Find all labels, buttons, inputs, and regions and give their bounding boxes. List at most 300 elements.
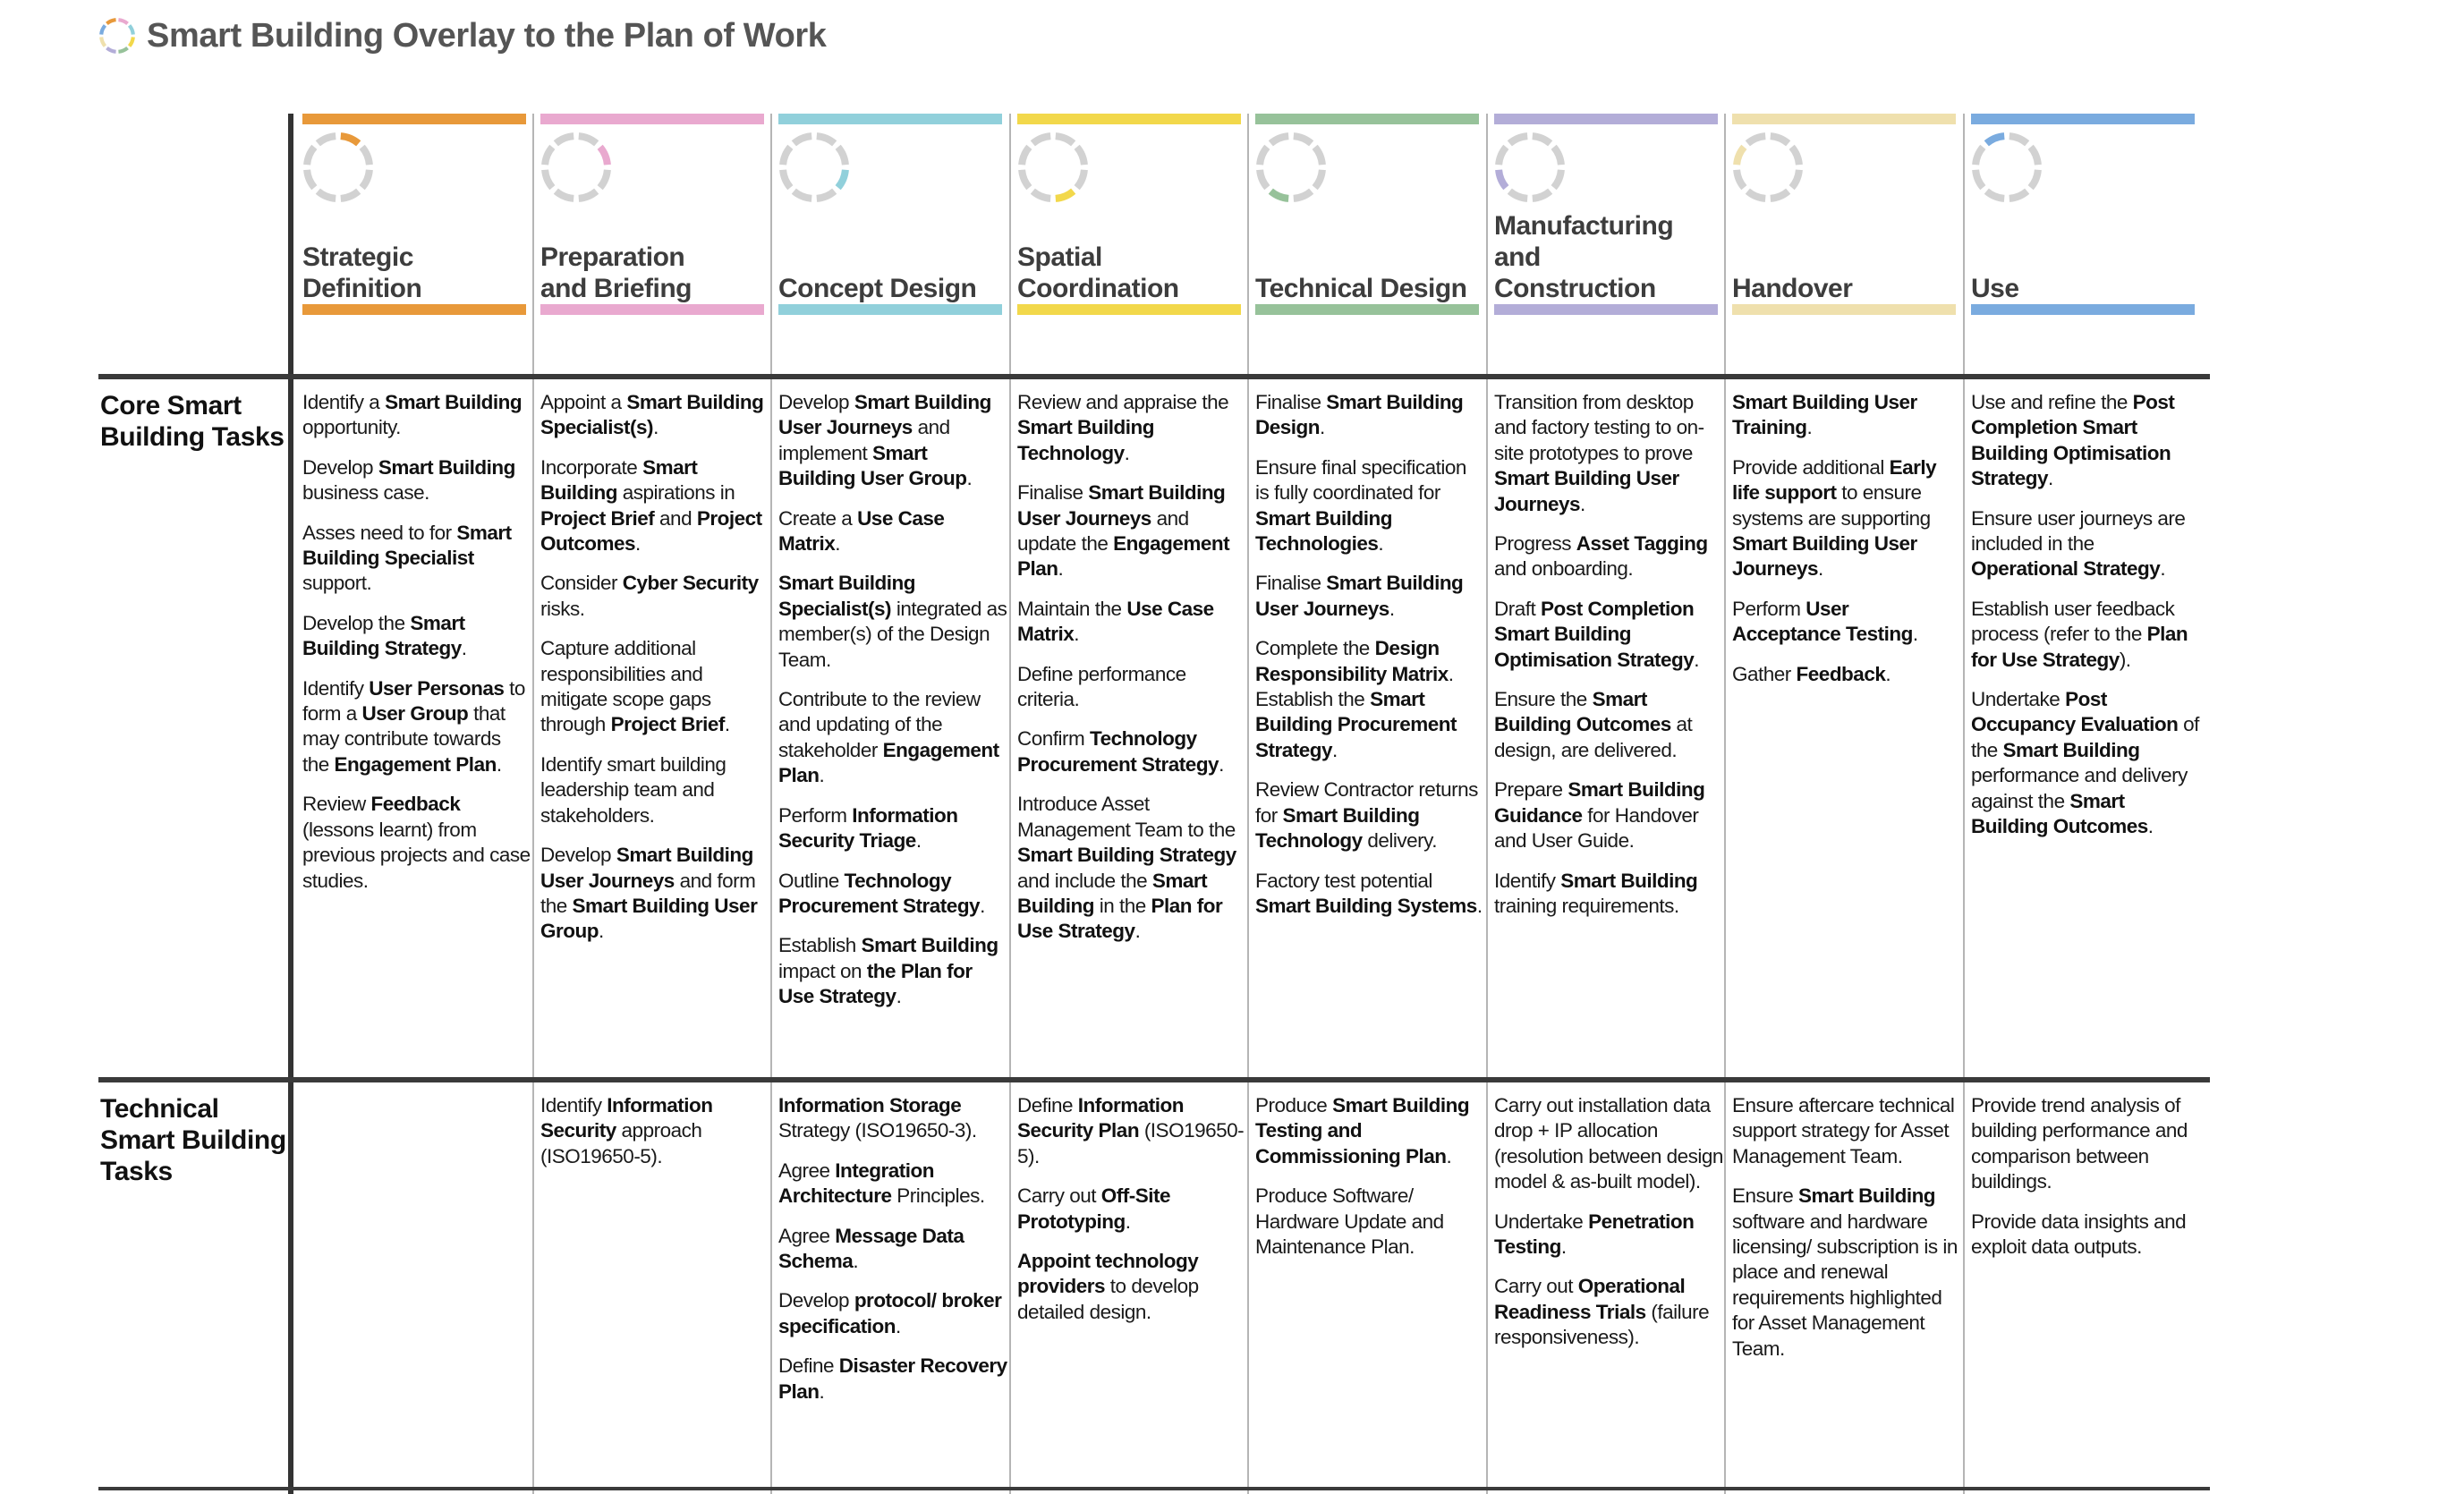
task-term: Procurement Strategy xyxy=(778,894,981,917)
stage-ring-preparation-icon xyxy=(540,132,612,203)
ring-segment xyxy=(556,136,574,143)
ring-segment xyxy=(341,136,359,143)
task-term: Specialist(s) xyxy=(778,597,892,620)
task-text: (ISO19650-5). xyxy=(1017,1119,1245,1167)
page-title: Smart Building Overlay to the Plan of Work xyxy=(147,16,827,55)
ring-segment xyxy=(1077,170,1084,188)
ring-segment xyxy=(106,20,115,23)
task-text: . xyxy=(496,752,502,776)
ring-segment xyxy=(1022,147,1029,165)
task-item xyxy=(1017,1093,1246,1169)
core-cell-use xyxy=(1971,390,2200,854)
ring-segment xyxy=(101,25,105,34)
stage-label-line: Coordination xyxy=(1017,274,1179,303)
task-term: Smart Building xyxy=(1494,623,1632,646)
task-text: Develop xyxy=(302,455,378,479)
task-item xyxy=(1017,390,1246,466)
task-text: Ensure the xyxy=(1494,688,1593,711)
task-item xyxy=(1017,480,1246,582)
task-text: Identify xyxy=(540,1094,608,1116)
task-text: training requirements. xyxy=(1494,894,1679,917)
task-term: Group xyxy=(540,920,599,943)
ring-segment xyxy=(838,170,845,188)
stage-label xyxy=(1971,238,2195,304)
task-text: aspirations in xyxy=(616,481,735,505)
ring-segment xyxy=(1737,170,1744,188)
task-item xyxy=(778,933,1007,1009)
stage-color-bar-top xyxy=(778,114,1002,124)
task-text: . xyxy=(635,532,641,556)
ring-segment xyxy=(318,136,336,143)
task-term: Cyber Security xyxy=(622,572,759,595)
task-text: Factory test potential xyxy=(1255,869,1432,892)
task-term: Post xyxy=(2065,688,2107,711)
technical-cell-spatial xyxy=(1017,1093,1246,1339)
ring-segment xyxy=(1986,191,2004,199)
task-term: Asset Tagging xyxy=(1576,532,1708,556)
task-text: . xyxy=(1806,416,1813,439)
stage-label xyxy=(302,238,526,304)
stage-label xyxy=(1494,211,1718,304)
row-divider-bottom xyxy=(98,1487,2210,1490)
task-text: Provide trend analysis of building performance and comparison between buildings. xyxy=(1971,1094,2188,1193)
task-text: Develop xyxy=(778,391,854,413)
task-term: Engagement Plan xyxy=(334,752,497,776)
task-text: . xyxy=(915,829,922,853)
stage-header-strategic xyxy=(302,114,526,328)
task-term: Smart Building xyxy=(1255,506,1393,530)
task-item xyxy=(302,792,531,894)
task-term: Strategy xyxy=(1971,467,2049,490)
stage-label-line: Strategic xyxy=(302,242,413,272)
task-term: User Personas xyxy=(369,676,505,700)
task-text: . xyxy=(2048,467,2053,490)
task-item xyxy=(1255,390,1484,441)
ring-segment xyxy=(1294,191,1312,199)
task-text: in the xyxy=(1093,894,1151,917)
task-item xyxy=(778,803,1007,854)
task-text: . xyxy=(1332,738,1338,761)
task-text: Contribute to the review and updating of the stakeholder xyxy=(778,688,981,761)
task-text: Ensure final specification is fully coordinated for xyxy=(1255,455,1466,505)
stage-label xyxy=(778,238,1002,304)
task-item xyxy=(1971,597,2200,673)
stage-label xyxy=(1255,238,1479,304)
stage-color-bar-bottom xyxy=(778,304,1002,315)
task-term: Smart Building xyxy=(378,455,515,479)
task-term: the Plan for xyxy=(866,959,973,982)
core-cell-spatial xyxy=(1017,390,1246,959)
task-term: Smart Building xyxy=(1017,844,1155,867)
task-term: Journeys xyxy=(1494,492,1581,515)
task-text: ). xyxy=(2119,648,2131,671)
task-term: Post xyxy=(2132,391,2175,413)
task-text: . xyxy=(1074,623,1080,646)
stage-label xyxy=(540,238,764,304)
task-term: Smart xyxy=(872,441,928,464)
task-term: Smart Building xyxy=(616,844,753,867)
task-term: Smart xyxy=(1370,688,1425,711)
task-text: to ensure systems are supporting xyxy=(1732,481,1931,530)
task-text: and form the xyxy=(540,869,756,917)
task-text: . xyxy=(1818,557,1823,581)
task-term: Smart Building User xyxy=(572,894,758,917)
technical-cell-technical xyxy=(1255,1093,1484,1274)
task-term: Information xyxy=(1077,1094,1185,1116)
task-text: . xyxy=(2160,557,2166,581)
ring-segment xyxy=(838,147,845,165)
task-item xyxy=(540,571,769,622)
task-term: User Group xyxy=(361,702,469,726)
task-term: Plan for Use Strategy xyxy=(1017,894,1223,943)
technical-cell-handover xyxy=(1732,1093,1961,1376)
task-term: Operational xyxy=(1577,1275,1686,1298)
task-term: User Journeys xyxy=(1017,506,1151,530)
stage-label-line: Construction xyxy=(1494,274,1656,303)
task-text: . xyxy=(1580,492,1585,515)
task-item xyxy=(1255,455,1484,557)
task-item xyxy=(778,571,1007,673)
task-text: Appoint a xyxy=(540,391,627,413)
task-term: Technology xyxy=(844,869,952,892)
stage-ring-handover-icon xyxy=(1732,132,1804,203)
task-item xyxy=(1017,726,1246,777)
task-text: Define xyxy=(1017,1094,1078,1116)
task-text: Perform xyxy=(1732,597,1806,620)
stage-color-bar-bottom xyxy=(1255,304,1479,315)
stage-label xyxy=(1732,238,1956,304)
ring-segment xyxy=(1077,147,1084,165)
task-text: Create a xyxy=(778,506,858,530)
task-term: Use Strategy xyxy=(778,985,896,1008)
task-text: Provide additional xyxy=(1732,455,1890,479)
ring-segment xyxy=(1270,136,1288,143)
task-term: life support xyxy=(1732,481,1837,505)
task-term: Training xyxy=(1732,416,1807,439)
stage-ring-technical-icon xyxy=(1255,132,1327,203)
task-term: Design xyxy=(1255,416,1321,439)
task-item xyxy=(1494,531,1723,582)
ring-segment xyxy=(2009,136,2027,143)
task-text: Maintain the xyxy=(1017,597,1127,620)
stage-header-handover xyxy=(1732,114,1956,328)
task-text: and include the xyxy=(1017,869,1152,892)
task-term: Smart Building Systems xyxy=(1255,894,1477,917)
ring-segment xyxy=(1747,136,1765,143)
ring-logo-icon xyxy=(98,17,136,55)
ring-segment xyxy=(1554,170,1561,188)
grid-column-divider xyxy=(1247,114,1249,1494)
ring-segment xyxy=(1032,191,1050,199)
task-text: Identify smart building leadership team and stakeholders. xyxy=(540,752,726,827)
ring-segment xyxy=(1499,170,1506,188)
stage-label-line: and Briefing xyxy=(540,274,692,303)
task-text: impact on xyxy=(778,959,867,982)
task-text: Undertake xyxy=(1971,688,2066,711)
task-term: Completion Smart xyxy=(1971,416,2137,439)
ring-segment xyxy=(817,191,835,199)
task-term: Outcomes xyxy=(2052,815,2148,838)
task-text: . xyxy=(1134,920,1141,943)
stage-header-concept xyxy=(778,114,1002,328)
task-item xyxy=(778,1354,1007,1405)
task-item xyxy=(778,1224,1007,1275)
task-text: approach (ISO19650-5). xyxy=(540,1119,702,1167)
task-text: Review Contractor returns for xyxy=(1255,778,1478,827)
task-text: . xyxy=(724,713,730,736)
ring-segment xyxy=(1260,170,1267,188)
ring-segment xyxy=(118,20,127,23)
task-item xyxy=(1971,390,2200,492)
task-text: Establish xyxy=(778,934,862,957)
task-term: Penetration xyxy=(1588,1210,1695,1233)
task-item xyxy=(1971,506,2200,582)
task-term: Design xyxy=(1374,637,1440,660)
ring-segment xyxy=(556,191,574,199)
task-term: Building Optimisation xyxy=(1971,441,2171,464)
task-text: Gather xyxy=(1732,662,1797,685)
ring-segment xyxy=(1737,147,1744,165)
task-term: Plan xyxy=(1017,557,1058,581)
task-term: User xyxy=(1806,597,1849,620)
task-term: Project xyxy=(696,506,762,530)
grid-left-rule xyxy=(288,114,293,1494)
ring-segment xyxy=(1771,191,1789,199)
task-term: Security Triage xyxy=(778,829,916,853)
stage-color-bar-top xyxy=(540,114,764,124)
task-text: Strategy (ISO19650-3). xyxy=(778,1119,977,1142)
stage-header-use xyxy=(1971,114,2195,328)
task-item xyxy=(1255,1184,1484,1260)
task-term: Building User Group xyxy=(778,467,967,490)
task-text: . xyxy=(835,532,841,556)
core-cell-strategic xyxy=(302,390,531,908)
task-text: Transition from desktop and factory testing to on-site prototypes to prove xyxy=(1494,391,1704,464)
ring-segment xyxy=(794,136,811,143)
stage-label-line: Preparation xyxy=(540,242,685,272)
task-text: . xyxy=(896,1314,901,1337)
task-text: Review and appraise the xyxy=(1017,391,1229,413)
task-text: . xyxy=(1219,752,1224,776)
task-term: User Journeys xyxy=(1255,597,1389,620)
task-term: Smart xyxy=(626,391,682,413)
task-term: Smart Building xyxy=(1568,778,1705,802)
task-term: Smart xyxy=(410,611,465,634)
task-item xyxy=(1255,869,1484,920)
task-term: Building Procurement xyxy=(1255,713,1457,736)
task-item xyxy=(540,636,769,738)
task-item xyxy=(540,843,769,945)
task-text: Complete the xyxy=(1255,637,1375,660)
task-text: Develop xyxy=(540,844,616,867)
task-item xyxy=(1494,1210,1723,1261)
stage-color-bar-top xyxy=(1017,114,1241,124)
task-term: Smart xyxy=(642,455,698,479)
task-text: Confirm xyxy=(1017,727,1091,751)
task-term: Off-Site xyxy=(1100,1184,1171,1208)
task-term: Smart Building xyxy=(1017,869,1208,917)
stage-color-bar-bottom xyxy=(1494,304,1718,315)
technical-cell-manufacturing xyxy=(1494,1093,1723,1365)
ring-segment xyxy=(2009,191,2027,199)
ring-segment xyxy=(783,170,790,188)
task-text: Develop xyxy=(778,1289,854,1312)
ring-segment xyxy=(1270,191,1288,199)
task-item xyxy=(1255,1093,1484,1169)
task-text: . xyxy=(966,467,973,490)
ring-segment xyxy=(1747,191,1765,199)
task-item xyxy=(302,611,531,662)
task-text: Agree xyxy=(778,1159,836,1182)
task-text: . xyxy=(853,1250,859,1273)
task-text: . xyxy=(1446,1144,1452,1167)
task-text: to form a xyxy=(302,676,525,726)
task-text: Perform xyxy=(778,803,853,827)
task-item xyxy=(778,869,1007,920)
task-item xyxy=(302,390,531,441)
task-term: protocol/ xyxy=(854,1289,937,1312)
task-text: . xyxy=(461,637,467,660)
task-text: Outline xyxy=(778,869,845,892)
task-text: opportunity. xyxy=(302,416,401,439)
ring-segment xyxy=(600,147,608,165)
task-term: Smart xyxy=(1592,688,1647,711)
task-item xyxy=(1494,687,1723,763)
task-text: Finalise xyxy=(1017,481,1089,505)
task-item xyxy=(778,687,1007,789)
task-term: Smart Building xyxy=(2002,738,2140,761)
task-term: Smart Building xyxy=(1017,416,1155,439)
technical-cell-preparation xyxy=(540,1093,769,1184)
task-term: Smart Building xyxy=(1326,572,1464,595)
ring-segment xyxy=(2031,170,2038,188)
task-text: . xyxy=(1694,648,1700,671)
task-text: risks. xyxy=(540,597,585,620)
task-term: Use Case xyxy=(1126,597,1214,620)
task-text: Provide data insights and exploit data outputs. xyxy=(1971,1210,2187,1259)
task-text: for Handover and User Guide. xyxy=(1494,803,1699,853)
stage-header-manufacturing xyxy=(1494,114,1718,328)
task-item xyxy=(302,455,531,506)
ring-segment xyxy=(817,136,835,143)
ring-segment xyxy=(1509,191,1527,199)
ring-segment xyxy=(600,170,608,188)
task-text: and implement xyxy=(778,416,950,464)
grid-column-divider xyxy=(770,114,772,1494)
task-term: User Journeys xyxy=(540,869,675,892)
task-item xyxy=(540,455,769,557)
ring-segment xyxy=(783,147,790,165)
task-text: Review xyxy=(302,793,371,816)
title-block xyxy=(98,11,827,61)
task-term: Building Specialist(s) xyxy=(540,391,764,439)
task-text: Identify xyxy=(1494,869,1561,892)
technical-cell-concept xyxy=(778,1093,1007,1419)
technical-cell-use xyxy=(1971,1093,2200,1274)
task-term: Disaster xyxy=(838,1354,915,1378)
ring-segment xyxy=(341,191,359,199)
task-term: Engagement Plan xyxy=(778,738,999,787)
task-term: Message Data xyxy=(835,1224,964,1247)
ring-segment xyxy=(106,48,115,52)
task-term: Building Specialist xyxy=(302,547,474,570)
task-text: Develop the xyxy=(302,611,411,634)
task-text: integrated as member(s) of the Design Team. xyxy=(778,597,1007,671)
task-text: Consider xyxy=(540,572,623,595)
task-term: Feedback xyxy=(1796,662,1886,685)
task-term: broker specification xyxy=(778,1289,1002,1337)
ring-segment xyxy=(362,147,370,165)
grid-column-divider xyxy=(1486,114,1488,1494)
stage-ring-use-icon xyxy=(1971,132,2043,203)
stage-color-bar-bottom xyxy=(302,304,526,315)
task-text: of the xyxy=(1971,713,2199,761)
ring-segment xyxy=(579,191,597,199)
task-term: Information xyxy=(607,1094,713,1116)
task-text: Prepare xyxy=(1494,778,1568,802)
task-item xyxy=(1494,1093,1723,1195)
ring-segment xyxy=(1792,147,1799,165)
task-item xyxy=(1732,1184,1961,1362)
task-text: Establish user feedback process (refer to the xyxy=(1971,597,2175,646)
task-text: and xyxy=(654,506,697,530)
row-header-line: Building Tasks xyxy=(100,422,285,452)
ring-segment xyxy=(1509,136,1527,143)
task-term: Smart Building User xyxy=(1732,391,1917,413)
task-item xyxy=(1017,662,1246,713)
task-term: Testing xyxy=(1494,1235,1561,1259)
task-item xyxy=(1494,597,1723,673)
ring-segment xyxy=(307,170,314,188)
stage-label-line: Technical Design xyxy=(1255,274,1467,303)
task-term: Optimisation Strategy xyxy=(1494,648,1695,671)
ring-segment xyxy=(307,147,314,165)
task-term: Appoint technology xyxy=(1017,1250,1199,1273)
task-text: delivery. xyxy=(1362,829,1437,853)
row-header-line: Tasks xyxy=(100,1157,173,1186)
task-term: Technology xyxy=(1017,441,1125,464)
task-text: Carry out xyxy=(1494,1275,1578,1298)
task-text: Produce Software/ Hardware Update and Maintenance Plan. xyxy=(1255,1184,1444,1259)
task-term: User Journeys xyxy=(778,416,913,439)
task-term: Integration xyxy=(835,1159,935,1182)
task-term: Engagement xyxy=(1113,532,1230,556)
ring-segment xyxy=(1986,136,2004,143)
ring-segment xyxy=(1315,170,1322,188)
stage-color-bar-top xyxy=(1494,114,1718,124)
ring-segment xyxy=(1056,191,1074,199)
stage-header-spatial xyxy=(1017,114,1241,328)
task-text: and onboarding. xyxy=(1494,557,1634,581)
ring-segment xyxy=(1032,136,1050,143)
stage-header-preparation xyxy=(540,114,764,328)
task-term: Security Plan xyxy=(1017,1119,1140,1142)
ring-segment xyxy=(1975,147,1983,165)
core-cell-concept xyxy=(778,390,1007,1024)
task-term: for Use Strategy xyxy=(1971,648,2120,671)
task-term: Occupancy Evaluation xyxy=(1971,713,2179,736)
task-text: Progress xyxy=(1494,532,1576,556)
task-text: . xyxy=(2147,815,2154,838)
task-text: . xyxy=(1058,557,1064,581)
task-text: support. xyxy=(302,572,372,595)
task-term: Smart Building xyxy=(861,934,998,957)
task-text: . xyxy=(980,894,985,917)
task-term: Feedback xyxy=(370,793,461,816)
task-item xyxy=(1971,1093,2200,1195)
task-term: Technology xyxy=(1090,727,1197,751)
task-text: Capture additional responsibilities and mitigate scope gaps through xyxy=(540,637,711,736)
